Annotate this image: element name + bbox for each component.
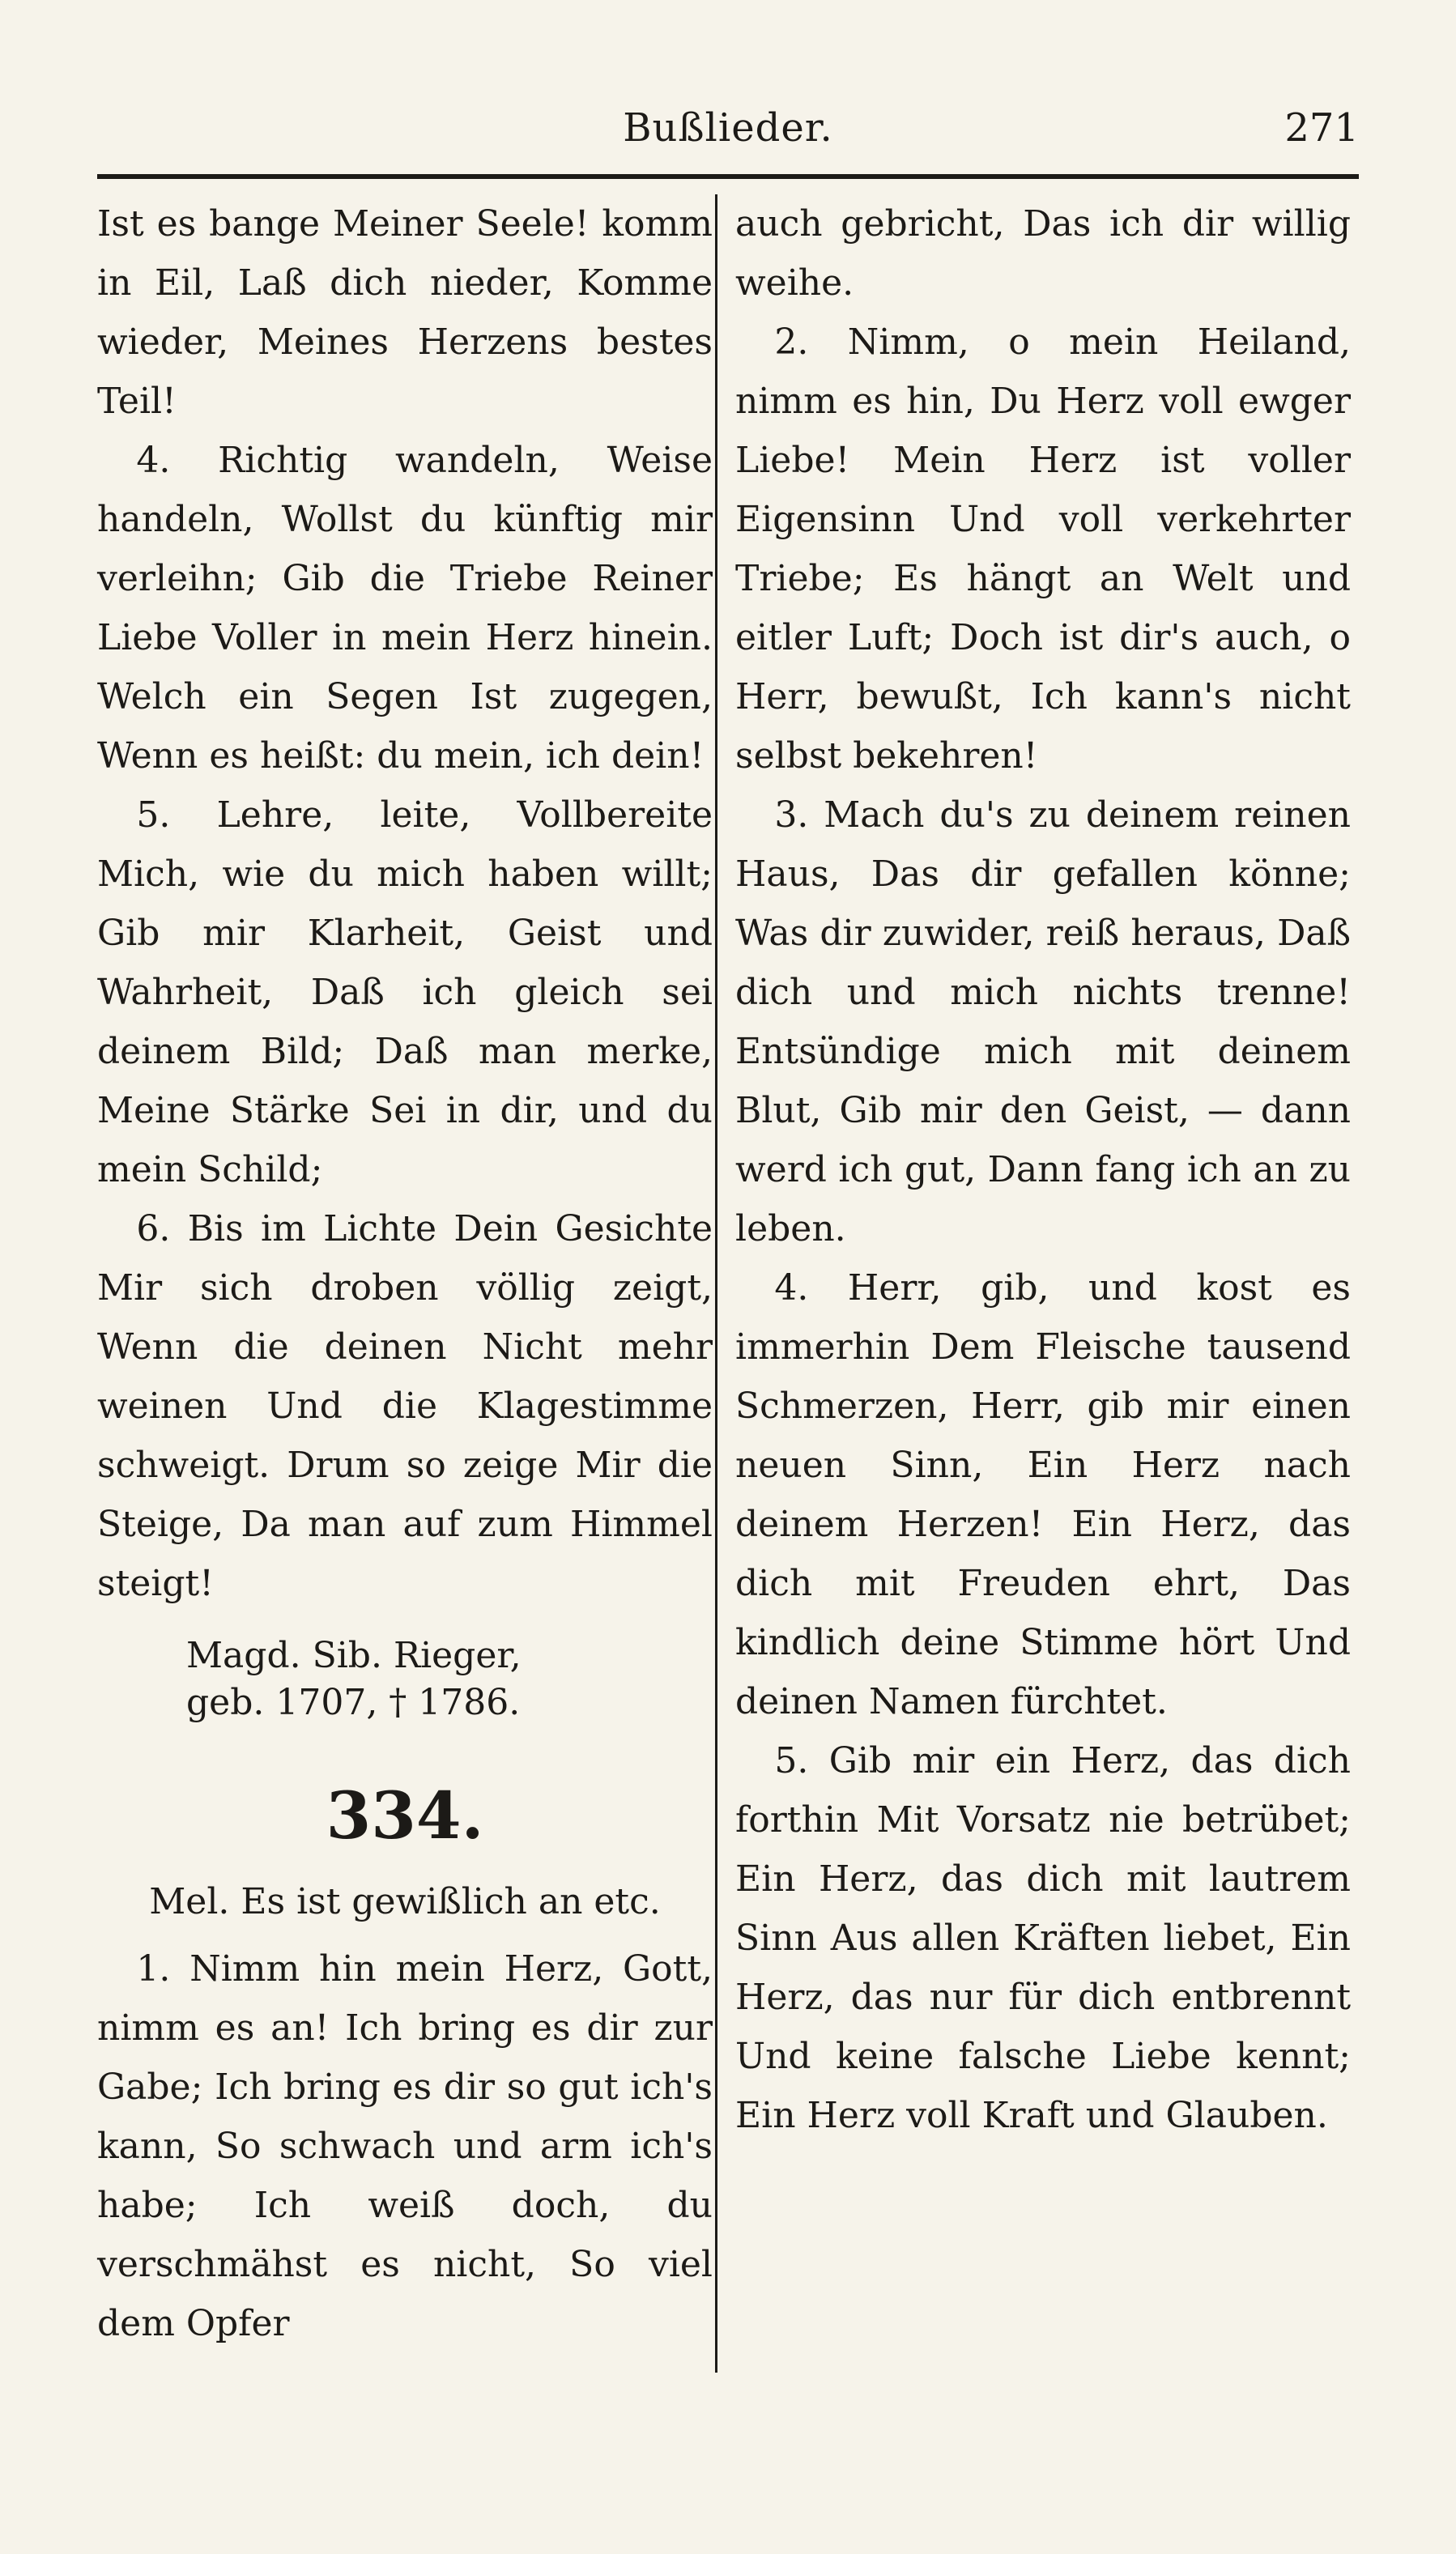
author-attribution <box>97 1632 713 1726</box>
column-divider <box>715 194 717 2373</box>
hymn-number: 334. <box>326 1777 484 1854</box>
left-column <box>97 194 713 2353</box>
running-title: Bußlieder. <box>623 105 833 151</box>
page-number: 271 <box>1284 105 1359 151</box>
verse-2: 2. Nimm, o mein Heiland, nimm es hin, Du Herz voll ewger Liebe! Mein Herz ist voller Eigensinn Und voll verkehrter Triebe; Es hängt an Welt und eitler Luft; Doch ist dir's auch, o Herr, bewußt, Ich kann's nicht selbst bekehren! <box>735 321 1351 777</box>
verse-5: 5. Lehre, leite, Vollbereite Mich, wie du mich haben willt; Gib mir Klarheit, Geist und Wahrheit, Daß ich gleich sei deinem Bild; Daß man merke, Meine Stärke Sei in dir, und du mein Schild; <box>97 794 713 1190</box>
melody-line: Mel. Es ist gewißlich an etc. <box>149 1881 661 1922</box>
verse-4: 4. Richtig wandeln, Weise handeln, Wollst du künftig mir verleihn; Gib die Triebe Reiner Liebe Voller in mein Herz hinein. Welch ein Segen Ist zugegen, Wenn es heißt: du mein, ich dein! <box>97 440 713 777</box>
header-rule <box>97 174 1359 179</box>
verse-4: 4. Herr, gib, und kost es immerhin Dem Fleische tausend Schmerzen, Herr, gib mir einen neuen Sinn, Ein Herz nach deinem Herzen! Ein Herz, das dich mit Freuden ehrt, Das kindlich deine Stimme hört Und deinen Namen fürchtet. <box>735 1267 1351 1722</box>
verse-1: 1. Nimm hin mein Herz, Gott, nimm es an! Ich bring es dir zur Gabe; Ich bring es dir so gut ich's kann, So schwach und arm ich's habe; Ich weiß doch, du verschmähst es nicht, So viel dem Opfer <box>97 1948 713 2344</box>
verse-continuation: auch gebricht, Das ich dir willig weihe. <box>735 203 1351 304</box>
verse-6: 6. Bis im Lichte Dein Gesichte Mir sich droben völlig zeigt, Wenn die deinen Nicht mehr weinen Und die Klagestimme schweigt. Drum so zeige Mir die Steige, Da man auf zum Himmel steigt! <box>97 1208 713 1604</box>
author-name: Magd. Sib. Rieger, <box>186 1635 522 1676</box>
verse-continuation: Ist es bange Meiner Seele! komm in Eil, Laß dich nieder, Komme wieder, Meines Herzens bestes Teil! <box>97 203 713 422</box>
author-dates: geb. 1707, † 1786. <box>186 1682 521 1723</box>
right-column <box>735 194 1351 2145</box>
verse-3: 3. Mach du's zu deinem reinen Haus, Das dir gefallen könne; Was dir zuwider, reiß heraus, Daß dich und mich nichts trenne! Entsündige mich mit deinem Blut, Gib mir den Geist, — dann werd ich gut, Dann fang ich an zu leben. <box>735 794 1351 1249</box>
page-header <box>97 105 1359 162</box>
verse-5: 5. Gib mir ein Herz, das dich forthin Mit Vorsatz nie betrübet; Ein Herz, das dich mit lautrem Sinn Aus allen Kräften liebet, Ein Herz, das nur für dich entbrennt Und keine falsche Liebe kennt; Ein Herz voll Kraft und Glauben. <box>735 1740 1351 2136</box>
